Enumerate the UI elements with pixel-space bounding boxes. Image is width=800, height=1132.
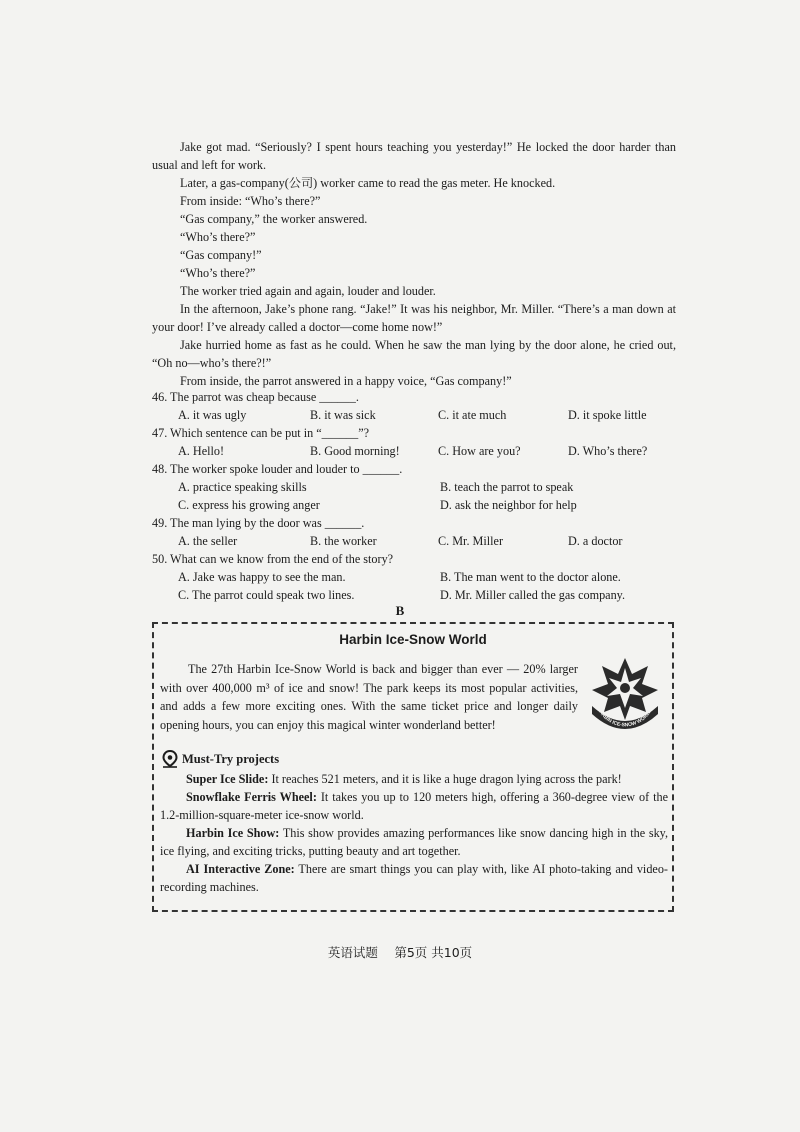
- projects-heading: [162, 750, 279, 768]
- location-pin-icon: [162, 750, 178, 768]
- option-grid: [178, 478, 682, 514]
- project-item: [160, 824, 668, 860]
- option-b: B. The man went to the doctor alone.: [440, 570, 621, 584]
- story-paragraph: “Gas company,” the worker answered.: [180, 212, 368, 226]
- question-50: [152, 550, 682, 604]
- question-list: [152, 388, 682, 604]
- option-b: B. Good morning!: [310, 444, 400, 458]
- option-a: A. Jake was happy to see the man.: [178, 570, 346, 584]
- story-paragraph: “Who’s there?”: [180, 266, 256, 280]
- story-paragraph: In the afternoon, Jake’s phone rang. “Jake!” It was his neighbor, Mr. Miller. “There’s a man down at your door! I’ve already called a doctor—come home now!”: [152, 302, 676, 334]
- story-paragraph: Later, a gas-company(公司) worker came to read the gas meter. He knocked.: [180, 176, 556, 190]
- project-desc: There are smart things you can play with, like AI photo-taking and video-recording machines.: [160, 862, 668, 894]
- option-b: B. teach the parrot to speak: [440, 480, 574, 494]
- option-b: B. the worker: [310, 534, 377, 548]
- option-d: D. Who’s there?: [568, 444, 648, 458]
- question-stem: 48. The worker spoke louder and louder to ______.: [152, 462, 403, 476]
- project-name: Super Ice Slide:: [186, 772, 269, 786]
- project-desc: It reaches 521 meters, and it is like a huge dragon lying across the park!: [268, 772, 622, 786]
- story-paragraph: Jake hurried home as fast as he could. When he saw the man lying by the door alone, he cried out, “Oh no—who’s there?!”: [152, 338, 676, 370]
- question-stem: 49. The man lying by the door was ______.: [152, 516, 365, 530]
- option-a: A. practice speaking skills: [178, 480, 307, 494]
- question-46: [152, 388, 682, 424]
- harbin-snowflake-logo-icon: [586, 654, 664, 732]
- story-paragraph: Jake got mad. “Seriously? I spent hours teaching you yesterday!” He locked the door harder than usual and left for work.: [152, 140, 676, 172]
- question-stem: 47. Which sentence can be put in “______”?: [152, 426, 370, 440]
- section-letter: B: [395, 603, 405, 618]
- option-a: A. the seller: [178, 534, 238, 548]
- option-row: [178, 442, 682, 460]
- option-c: C. express his growing anger: [178, 498, 320, 512]
- project-item: [160, 770, 668, 788]
- project-item: [160, 860, 668, 896]
- option-c: C. it ate much: [438, 408, 507, 422]
- story-paragraph: “Who’s there?”: [180, 230, 256, 244]
- story-text: [152, 138, 676, 390]
- intro-paragraph: The 27th Harbin Ice-Snow World is back and bigger than ever — 20% larger with over 400,000 m³ of ice and snow! The park keeps its most popular activities, and adds a few more exciting ones. With the same ticket price and longer daily opening hours, you can enjoy this magical winter wonderland better!: [160, 662, 578, 732]
- project-name: Snowflake Ferris Wheel:: [186, 790, 317, 804]
- projects-heading-text: Must-Try projects: [182, 751, 280, 766]
- project-list: [160, 770, 668, 896]
- option-d: D. Mr. Miller called the gas company.: [440, 588, 626, 602]
- option-row: [178, 532, 682, 550]
- logo-lettering: HARBIN ICE-SNOW WORLD: [595, 706, 654, 729]
- option-grid: [178, 568, 682, 604]
- option-a: A. it was ugly: [178, 408, 247, 422]
- option-a: A. Hello!: [178, 444, 225, 458]
- question-stem: 46. The parrot was cheap because ______.: [152, 390, 359, 404]
- question-stem: 50. What can we know from the end of the story?: [152, 552, 394, 566]
- option-c: C. How are you?: [438, 444, 521, 458]
- project-name: Harbin Ice Show:: [186, 826, 280, 840]
- option-c: C. The parrot could speak two lines.: [178, 588, 355, 602]
- story-paragraph: From inside: “Who’s there?”: [180, 194, 321, 208]
- story-paragraph: The worker tried again and again, louder and louder.: [180, 284, 436, 298]
- page-footer: 英语试题 第5页 共10页: [327, 945, 473, 960]
- option-d: D. ask the neighbor for help: [440, 498, 577, 512]
- option-d: D. it spoke little: [568, 408, 647, 422]
- option-b: B. it was sick: [310, 408, 376, 422]
- story-paragraph: “Gas company!”: [180, 248, 262, 262]
- option-row: [178, 406, 682, 424]
- project-desc: This show provides amazing performances like snow dancing high in the sky, ice flying, and exciting tricks, putting beauty and art together.: [160, 826, 669, 858]
- project-desc: It takes you up to 120 meters high, offering a 360-degree view of the 1.2-million-square-meter ice-snow world.: [160, 790, 668, 822]
- option-c: C. Mr. Miller: [438, 534, 504, 548]
- question-49: [152, 514, 682, 550]
- story-paragraph: From inside, the parrot answered in a happy voice, “Gas company!”: [180, 374, 512, 388]
- project-name: AI Interactive Zone:: [186, 862, 295, 876]
- option-d: D. a doctor: [568, 534, 623, 548]
- question-48: [152, 460, 682, 514]
- project-item: [160, 788, 668, 824]
- box-title: Harbin Ice-Snow World: [339, 632, 487, 647]
- harbin-info-box: [152, 622, 674, 912]
- question-47: [152, 424, 682, 460]
